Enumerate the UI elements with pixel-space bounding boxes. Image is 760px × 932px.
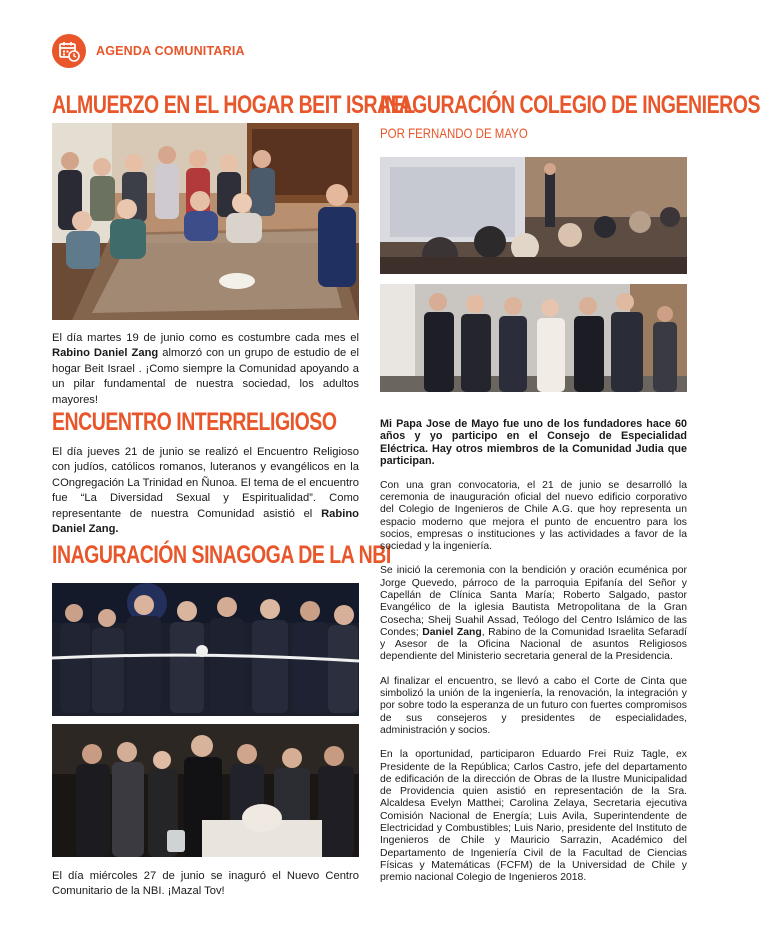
- article-body-encuentro: El día jueves 21 de junio se realizó el Encuentro Religioso con judíos, católicos romanos, luteranos y evangélicos en la COngregación La Trinidad en Ñunoa. El tema de el encuentro fue “La Diversidad Sexual y Espiritualidad”. Como representante de nuestra Comunidad asistió el Rabino Daniel Zang.: [52, 446, 359, 536]
- section-header: [52, 32, 245, 70]
- section-label: AGENDA COMUNITARIA: [96, 44, 245, 58]
- article-title-sinagoga: INAGURACIÓN SINAGOGA DE LA NBI: [52, 541, 391, 569]
- photo-signing-nbi: [52, 724, 359, 857]
- article-title-colegio: INAGURACIÓN COLEGIO DE INGENIEROS: [380, 91, 760, 119]
- article-lead: Mi Papa Jose de Mayo fue uno de los fundadores hace 60 años y yo participo en el Consejo de Especialidad Eléctrica. Hay otros miembros de la Comunidad Judia que participan.: [380, 418, 687, 468]
- photo-ribbon-cutting-nbi: [52, 583, 359, 716]
- article-byline: POR FERNANDO DE MAYO: [380, 125, 528, 141]
- rabbi-name: Rabino Daniel Zang: [52, 347, 159, 360]
- article-title-almuerzo: ALMUERZO EN EL HOGAR BEIT ISRAEL: [52, 91, 415, 119]
- article-caption-sinagoga: El día miércoles 27 de junio se inaguró el Nuevo Centro Comunitario de la NBI. ¡Mazal Tov!: [52, 870, 359, 898]
- calendar-clock-icon: [52, 34, 86, 68]
- rabbi-name: Rabino Daniel Zang.: [52, 507, 359, 536]
- paragraph-4: En la oportunidad, participaron Eduardo Frei Ruiz Tagle, ex Presidente de la República; Carlos Castro, jefe del departamento de edificación de la dirección de Obras de la Ilustre Municipalidad de Providencia quien asistió en representación de la Sra. Alcaldesa Evelyn Matthei; Carolina Zelaya, Secretaria ejecutiva Comisión Nacional de Energía; Luis Avila, Superintendente de Electricidad y Combustibles; Luis Nario, presidente del Instituto de Ingenieros de Chile y Mauricio Sarrazin, Académico del Departamento de Ingeniería Civil de la Facultad de Ciencias Físicas y Matemáticas (FCFM) de la Universidad de Chile y premio nacional Colegio de Ingenieros 2018.: [380, 749, 687, 884]
- photo-ceremony-audience: [380, 157, 687, 274]
- photo-hogar-beit-israel: [52, 123, 359, 320]
- paragraph-2: Se inició la ceremonia con la bendición y oración ecuménica por Jorge Quevedo, párroco de la parroquia Epifanía del Señor y Capellán de Clínica Santa María; Roberto Salgado, pastor Evangélico de la iglesia Bautista Metropolitana de la Gran Cosecha; Sheij Suahil Assad, Teólogo del Centro Islámico de las Condes; Daniel Zang, Rabino de la Comunidad Israelita Sefaradí y Asesor de la Oficina Nacional de asuntos Religiosos dependiente del Ministerio secretaria general de la Presidencia.: [380, 565, 688, 663]
- article-body-colegio: [380, 418, 687, 897]
- article-body-almuerzo: El día martes 19 de junio como es costumbre cada mes el Rabino Daniel Zang almorzó con un grupo de estudio de el hogar Beit Israel . ¡Como siempre la Comunidad apoyando a un pilar fundamental de nuestra sociedad, los adultos mayores!: [52, 332, 359, 406]
- photo-group-ingenieros: [380, 284, 687, 392]
- rabbi-name: Daniel Zang: [422, 626, 482, 638]
- paragraph-1: Con una gran convocatoria, el 21 de junio se desarrolló la ceremonia de inauguración oficial del nuevo edificio corporativo del Colegio de Ingenieros de Chile A.G. que hoy representa un espacio moderno que mejora el punto de encuentro para los socios, empresas o instituciones y las actividades a favor de la sociedad y la ingeniería.: [380, 479, 687, 553]
- paragraph-3: Al finalizar el encuentro, se llevó a cabo el Corte de Cinta que simbolizó la unión de la ingeniería, la renovación, la integración y por sobre todo la esperanza de un futuro con fuertes compromisos de sus consejeros y presidentes de especialidades, administración y socios.: [380, 675, 687, 736]
- article-title-encuentro: ENCUENTRO INTERRELIGIOSO: [52, 408, 337, 436]
